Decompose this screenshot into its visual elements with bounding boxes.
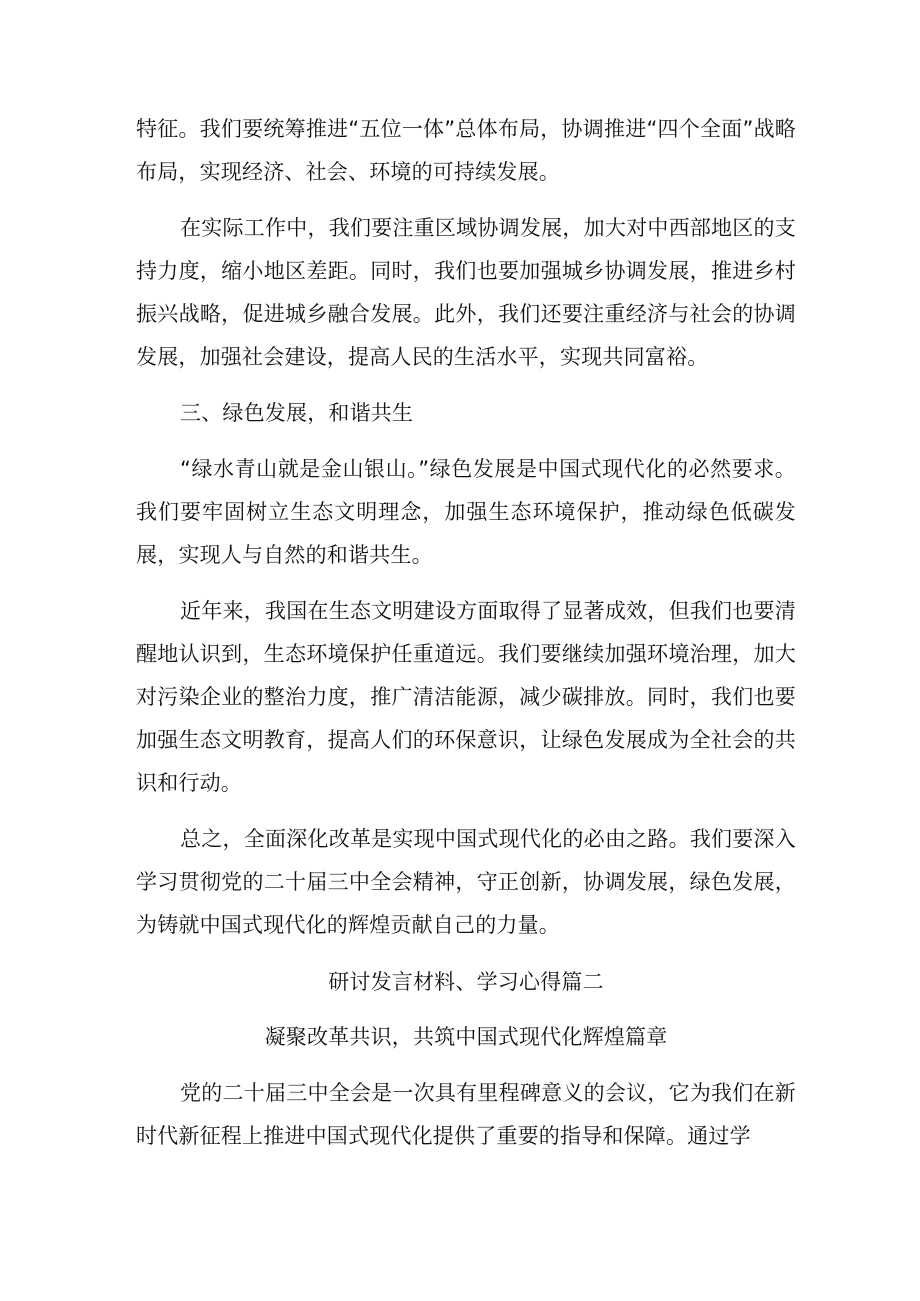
paragraph-plenary-session: 党的二十届三中全会是一次具有里程碑意义的会议，它为我们在新时代新征程上推进中国式现代化提供了重要的指导和保障。通过学 bbox=[136, 1081, 796, 1148]
document-title: 研讨发言材料、学习心得篇二 bbox=[328, 970, 604, 994]
paragraph-conclusion: 总之，全面深化改革是实现中国式现代化的必由之路。我们要深入学习贯彻党的二十届三中全会精神，守正创新，协调发展，绿色发展，为铸就中国式现代化的辉煌贡献自己的力量。 bbox=[136, 827, 796, 937]
paragraph-regional-coordination: 在实际工作中，我们要注重区域协调发展，加大对中西部地区的支持力度，缩小地区差距。同时，我们也要加强城乡协调发展，推进乡村振兴战略，促进城乡融合发展。此外，我们还要注重经济与社会的协调发展，加强社会建设，提高人民的生活水平，实现共同富裕。 bbox=[136, 216, 796, 369]
paragraph-continued: 特征。我们要统筹推进“五位一体”总体布局，协调推进“四个全面”战略布局，实现经济、社会、环境的可持续发展。 bbox=[136, 117, 796, 184]
section-heading-green-development: 三、绿色发展，和谐共生 bbox=[180, 401, 414, 425]
paragraph-ecological-progress: 近年来，我国在生态文明建设方面取得了显著成效，但我们也要清醒地认识到，生态环境保护任重道远。我们要继续加强环境治理，加大对污染企业的整治力度，推广清洁能源，减少碳排放。同时，我们也要加强生态文明教育，提高人们的环保意识，让绿色发展成为全社会的共识和行动。 bbox=[136, 599, 796, 795]
document-subtitle: 凝聚改革共识，共筑中国式现代化辉煌篇章 bbox=[264, 1025, 668, 1049]
paragraph-green-development-intro: “绿水青山就是金山银山。”绿色发展是中国式现代化的必然要求。我们要牢固树立生态文明理念，加强生态环境保护，推动绿色低碳发展，实现人与自然的和谐共生。 bbox=[136, 457, 796, 567]
document-body bbox=[136, 108, 796, 1158]
